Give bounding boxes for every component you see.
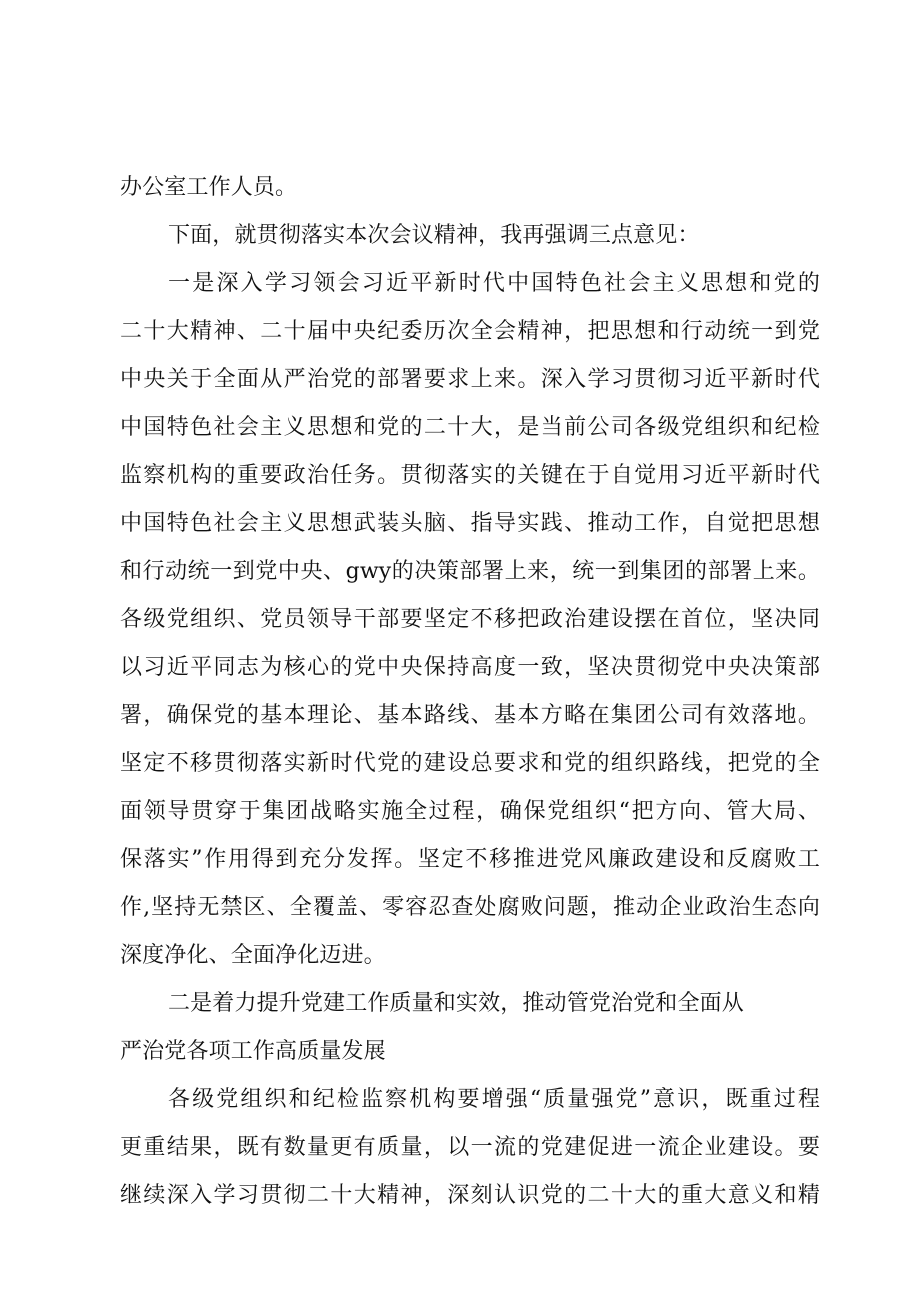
document-body (120, 164, 820, 1220)
text-line: 以习近平同志为核心的党中央保持高度一致，坚决贯彻党中央决策部 (120, 655, 820, 680)
text-line: 深度净化、全面净化迈进。 (120, 943, 386, 968)
text-line: 和行动统一到党中央、gwy的决策部署上来，统一到集团的部署上来。 (120, 559, 820, 584)
text-line: 中国特色社会主义思想武装头脑、指导实践、推动工作，自觉把思想 (120, 511, 820, 536)
text-line: 各级党组织、党员领导干部要坚定不移把政治建设摆在首位，坚决同 (120, 607, 820, 632)
section-heading: 二是着力提升党建工作质量和实效，推动管党治党和全面从 (168, 991, 744, 1016)
text-line: 中央关于全面从严治党的部署要求上来。深入学习贯彻习近平新时代 (120, 367, 820, 392)
text-line: 署，确保党的基本理论、基本路线、基本方略在集团公司有效落地。 (120, 703, 820, 728)
text-line: 各级党组织和纪检监察机构要增强“质量强党”意识，既重过程 (168, 1087, 820, 1112)
section-heading: 严治党各项工作高质量发展 (120, 1039, 386, 1064)
text-line: 继续深入学习贯彻二十大精神，深刻认识党的二十大的重大意义和精 (120, 1183, 820, 1208)
text-line: 更重结果，既有数量更有质量，以一流的党建促进一流企业建设。要 (120, 1135, 820, 1160)
text-line: 监察机构的重要政治任务。贯彻落实的关键在于自觉用习近平新时代 (120, 463, 820, 488)
text-line: 一是深入学习领会习近平新时代中国特色社会主义思想和党的 (168, 271, 820, 296)
text-line: 二十大精神、二十届中央纪委历次全会精神，把思想和行动统一到党 (120, 319, 820, 344)
text-line: 下面，就贯彻落实本次会议精神，我再强调三点意见： (168, 223, 700, 248)
text-line: 保落实”作用得到充分发挥。坚定不移推进党风廉政建设和反腐败工 (120, 847, 820, 872)
text-line: 面领导贯穿于集团战略实施全过程，确保党组织“把方向、管大局、 (120, 799, 820, 824)
text-line: 作,坚持无禁区、全覆盖、零容忍查处腐败问题，推动企业政治生态向 (120, 895, 820, 920)
text-line: 坚定不移贯彻落实新时代党的建设总要求和党的组织路线，把党的全 (120, 751, 820, 776)
text-line: 中国特色社会主义思想和党的二十大，是当前公司各级党组织和纪检 (120, 415, 820, 440)
text-line: 办公室工作人员。 (120, 175, 298, 200)
